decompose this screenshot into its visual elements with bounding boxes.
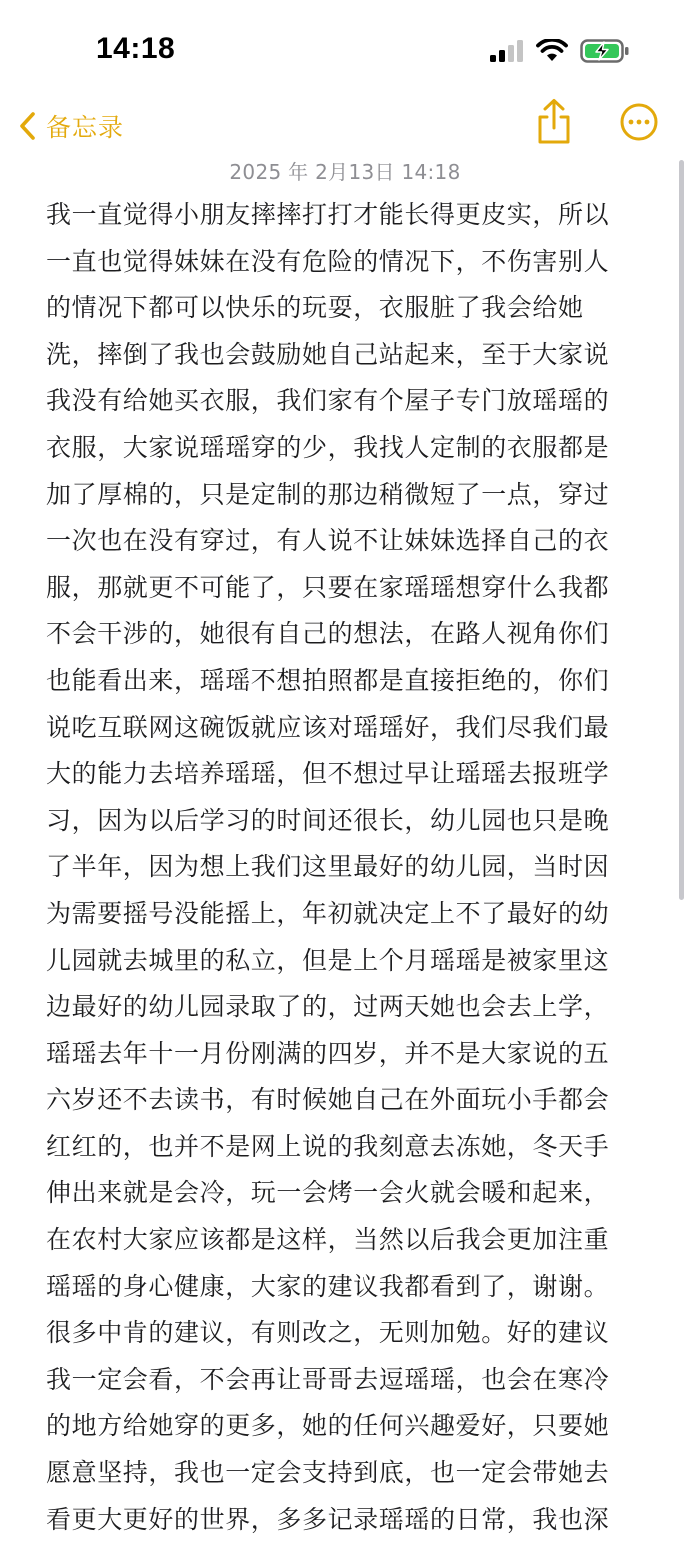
chevron-left-icon xyxy=(18,111,36,141)
note-text-line: 我没有给她买衣服，我们家有个屋子专门放瑶瑶的 xyxy=(46,386,610,416)
note-text-line: 看更大更好的世界，多多记录瑶瑶的日常，我也深 xyxy=(46,1504,610,1534)
note-text-line: 瑶瑶去年十一月份刚满的四岁，并不是大家说的五 xyxy=(46,1038,610,1068)
status-icons xyxy=(490,36,630,66)
note-text-line: 洗，摔倒了我也会鼓励她自己站起来，至于大家说 xyxy=(46,339,610,369)
note-text-line: 伸出来就是会冷，玩一会烤一会火就会暖和起来， xyxy=(46,1178,610,1208)
note-text-line: 说吃互联网这碗饭就应该对瑶瑶好，我们尽我们最 xyxy=(46,712,610,742)
scroll-indicator[interactable] xyxy=(679,160,684,900)
note-text-line: 不会干涉的，她很有自己的想法，在路人视角你们 xyxy=(46,619,610,649)
share-button[interactable] xyxy=(534,98,574,148)
note-text-line: 六岁还不去读书，有时候她自己在外面玩小手都会 xyxy=(46,1085,610,1115)
note-text-line: 的地方给她穿的更多，她的任何兴趣爱好，只要她 xyxy=(46,1411,610,1441)
back-button[interactable] xyxy=(18,106,124,146)
more-options-button[interactable] xyxy=(619,102,659,142)
note-text-line: 一次也在没有穿过，有人说不让妹妹选择自己的衣 xyxy=(46,526,610,556)
note-date: 2025 年 2月13日 14:18 xyxy=(229,160,461,184)
note-text-line: 我一直觉得小朋友摔摔打打才能长得更皮实，所以 xyxy=(46,200,610,229)
share-icon xyxy=(534,98,574,148)
note-text-line: 红红的，也并不是网上说的我刻意去冻她，冬天手 xyxy=(46,1131,610,1161)
note-text-line: 在农村大家应该都是这样，当然以后我会更加注重 xyxy=(46,1225,610,1255)
ellipsis-circle-icon xyxy=(619,102,659,142)
note-text-line: 加了厚棉的，只是定制的那边稍微短了一点，穿过 xyxy=(46,479,610,509)
note-text-line: 了半年，因为想上我们这里最好的幼儿园，当时因 xyxy=(46,852,610,882)
note-text-line: 服，那就更不可能了，只要在家瑶瑶想穿什么我都 xyxy=(46,572,610,602)
note-body[interactable] xyxy=(46,192,646,1543)
battery-charging-icon xyxy=(580,39,630,63)
note-text-line: 大的能力去培养瑶瑶，但不想过早让瑶瑶去报班学 xyxy=(46,759,610,789)
back-button-label: 备忘录 xyxy=(46,113,125,142)
status-time: 14:18 xyxy=(96,32,176,65)
note-text-line: 我一定会看，不会再让哥哥去逗瑶瑶，也会在寒冷 xyxy=(46,1364,610,1394)
note-text-line: 一直也觉得妹妹在没有危险的情况下，不伤害别人 xyxy=(46,246,610,276)
note-text-line: 愿意坚持，我也一定会支持到底，也一定会带她去 xyxy=(46,1458,610,1488)
note-text-line: 为需要摇号没能摇上，年初就决定上不了最好的幼 xyxy=(46,898,610,928)
note-text-line: 习，因为以后学习的时间还很长，幼儿园也只是晚 xyxy=(46,805,610,835)
status-bar xyxy=(0,0,690,100)
note-text-line: 衣服，大家说瑶瑶穿的少，我找人定制的衣服都是 xyxy=(46,432,610,462)
note-text-line: 边最好的幼儿园录取了的，过两天她也会去上学， xyxy=(46,992,610,1022)
note-text-line: 很多中肯的建议，有则改之，无则加勉。好的建议 xyxy=(46,1318,610,1348)
note-text-line: 儿园就去城里的私立，但是上个月瑶瑶是被家里这 xyxy=(46,945,610,975)
navigation-bar xyxy=(0,98,690,154)
note-text-line: 也能看出来，瑶瑶不想拍照都是直接拒绝的，你们 xyxy=(46,665,610,695)
note-text-line: 的情况下都可以快乐的玩耍，衣服脏了我会给她 xyxy=(46,293,584,323)
note-text-line: 瑶瑶的身心健康，大家的建议我都看到了，谢谢。 xyxy=(46,1271,610,1301)
wifi-icon xyxy=(536,39,568,63)
cellular-signal-icon xyxy=(490,40,524,62)
